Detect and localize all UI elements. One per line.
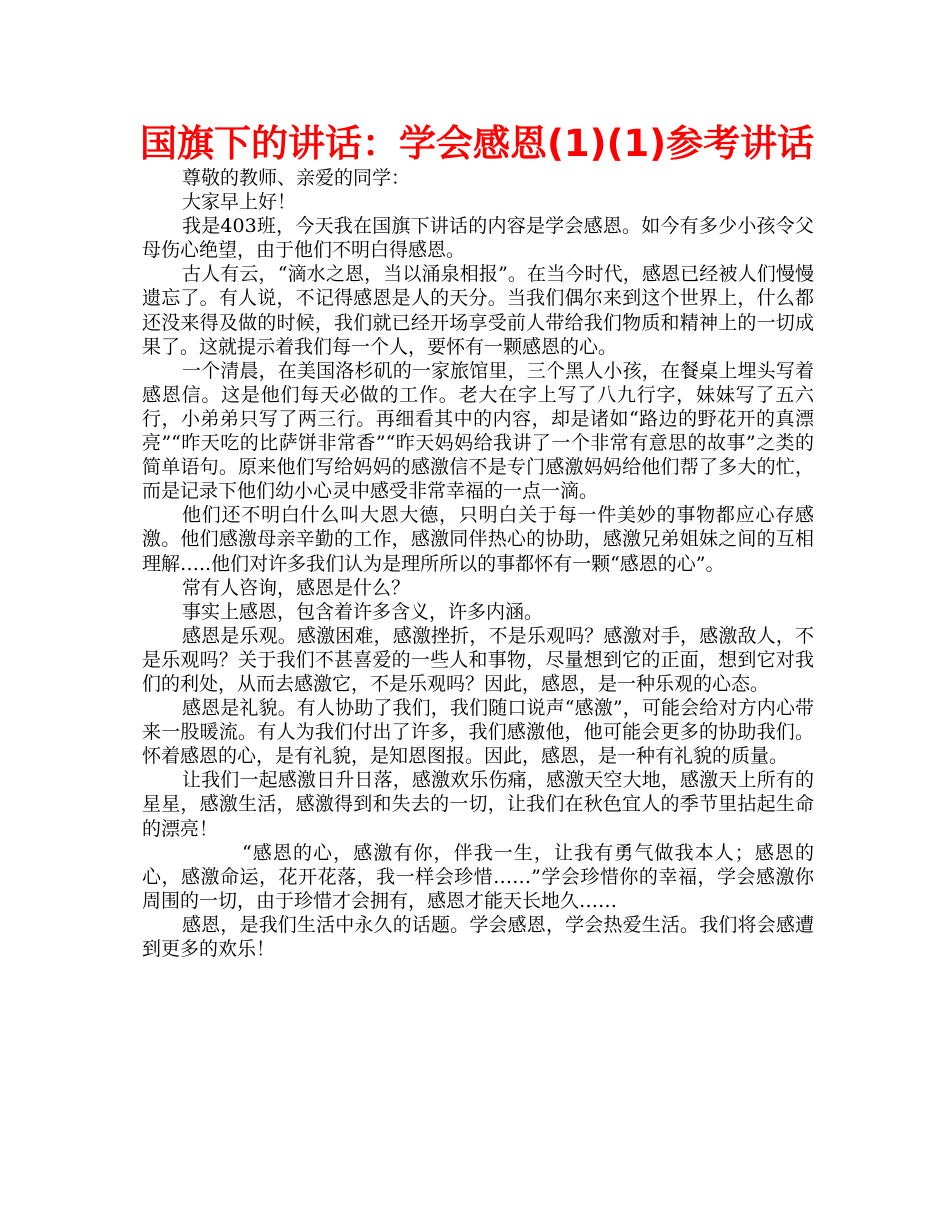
paragraph-gratitude: 他们还不明白什么叫大恩大德，只明白关于每一件美妙的事物都应心存感激。他们感激母亲辛勤的工作，感激同伴热心的协助，感激兄弟姐妹之间的互相理解…..他们对许多我们认为是理所所以的事都怀有一颗“感恩的心”。 (142, 504, 814, 575)
salutation: 尊敬的教师、亲爱的同学： (182, 167, 411, 189)
paragraph-optimism: 感恩是乐观。感激困难，感激挫折，不是乐观吗？感激对手，感激敌人，不是乐观吗？关于我们不甚喜爱的一些人和事物，尽量想到它的正面，想到它对我们的利处，从而去感激它，不是乐观吗？因此，感恩，是一种乐观的心态。 (142, 624, 814, 695)
document-title: 国旗下的讲话：学会感恩(1)(1)参考讲话 (140, 122, 815, 165)
paragraph-story: 一个清晨，在美国洛杉矶的一家旅馆里，三个黑人小孩，在餐桌上埋头写着感恩信。这是他们每天必做的工作。老大在字上写了八九行字，妹妹写了五六行，小弟弟只写了两三行。再细看其中的内容，却是诸如“路边的野花开的真漂亮”“昨天吃的比萨饼非常香”“昨天妈妈给我讲了一个非常有意思的故事”之类的简单语句。原来他们写给妈妈的感激信不是专门感激妈妈给他们帮了多大的忙，而是记录下他们幼小心灵中感受非常幸福的一点一滴。 (142, 359, 814, 503)
paragraph-introduction: 我是403班，今天我在国旗下讲话的内容是学会感恩。如今有多少小孩令父母伤心绝望，由于他们不明白得感恩。 (142, 215, 814, 262)
greeting: 大家早上好！ (182, 191, 297, 214)
paragraph-politeness: 感恩是礼貌。有人协助了我们，我们随口说声“感激”，可能会给对方内心带来一股暖流。有人为我们付出了许多，我们感激他，他可能会更多的协助我们。怀着感恩的心，是有礼貌，是知恩图报。因此，感恩，是一种有礼貌的质量。 (142, 697, 814, 768)
paragraph-song-quote: “感恩的心，感激有你，伴我一生，让我有勇气做我本人；感恩的心，感激命运，花开花落，我一样会珍惜……”学会珍惜你的幸福，学会感激你周围的一切，由于珍惜才会拥有，感恩才能天长地久…… (142, 841, 814, 912)
paragraph-ancient-saying: 古人有云，“滴水之恩，当以涌泉相报”。在当今时代，感恩已经被人们慢慢遗忘了。有人说，不记得感恩是人的天分。当我们偶尔来到这个世界上，什么都还没来得及做的时候，我们就已经开场享受前人带给我们物质和精神上的一切成果了。这就提示着我们每一个人，要怀有一颗感恩的心。 (142, 263, 814, 358)
paragraph-question: 常有人咨询，感恩是什么？ (182, 576, 411, 599)
document-body (142, 166, 814, 961)
paragraph-meaning: 事实上感恩，包含着许多含义，许多内涵。 (182, 600, 544, 623)
paragraph-call-to-action: 让我们一起感激日升日落，感激欢乐伤痛，感激天空大地，感激天上所有的星星，感激生活，感激得到和失去的一切，让我们在秋色宜人的季节里拈起生命的漂亮！ (142, 769, 814, 840)
paragraph-conclusion: 感恩，是我们生活中永久的话题。学会感恩，学会热爱生活。我们将会感遭到更多的欢乐！ (142, 913, 814, 960)
